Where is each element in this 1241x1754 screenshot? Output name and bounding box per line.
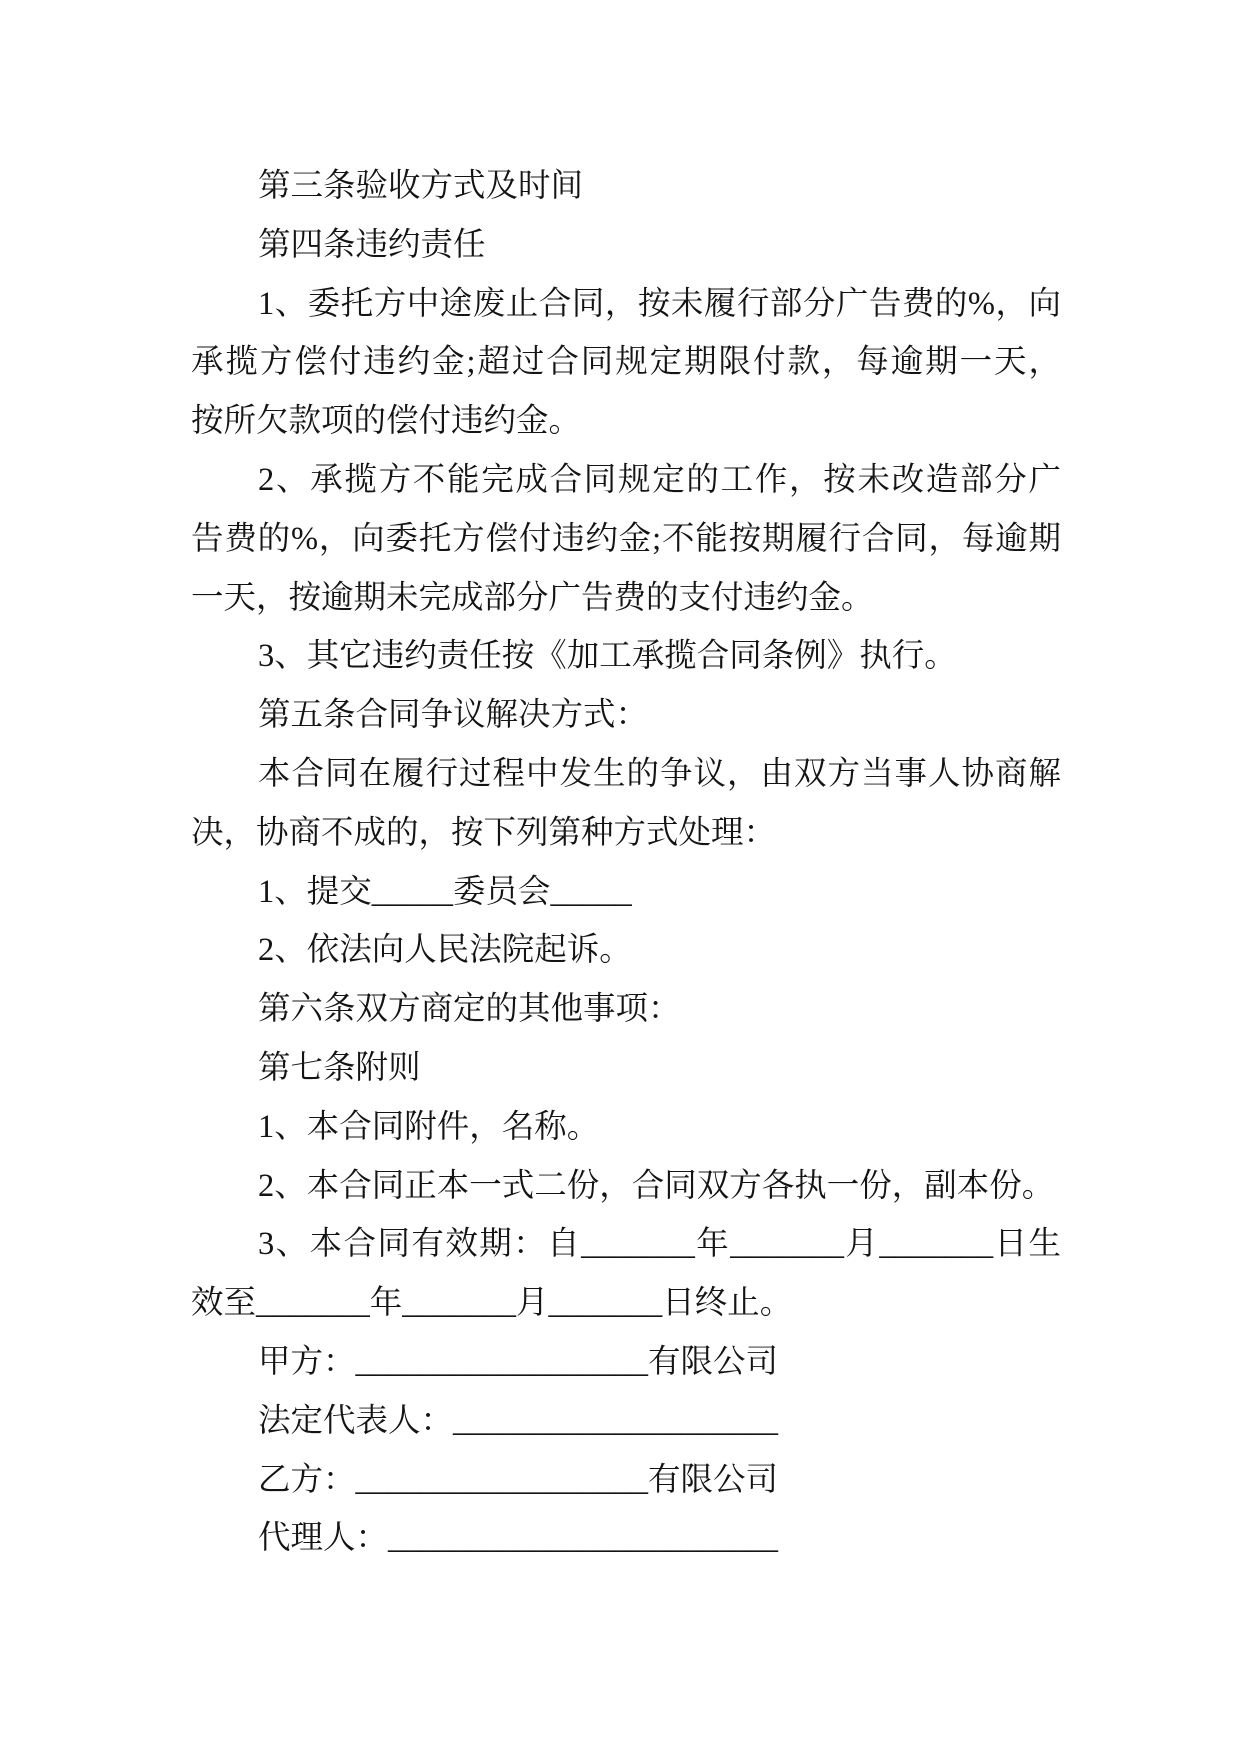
- text-line: 第六条双方商定的其他事项：: [258, 991, 681, 1028]
- text-line: 3、其它违约责任按《加工承揽合同条例》执行。: [258, 638, 957, 675]
- article-4-clause-3: [191, 627, 1061, 686]
- agent-line: [191, 1509, 1061, 1568]
- article-5-heading: [191, 686, 1061, 745]
- text-line: 2、依法向人民法院起诉。: [258, 932, 632, 969]
- text-line: 决，协商不成的，按下列第种方式处理：: [191, 814, 777, 851]
- text-line: 法定代表人：____________________: [258, 1402, 779, 1439]
- article-7-heading: [191, 1039, 1061, 1098]
- article-4-heading: [191, 216, 1061, 275]
- text-line: 第四条违约责任: [258, 226, 486, 263]
- article-6-heading: [191, 980, 1061, 1039]
- text-line: 1、本合同附件，名称。: [258, 1108, 600, 1145]
- text-line: 3、本合同有效期：自_______年_______月_______日生: [258, 1226, 1061, 1263]
- article-7-clause-3: [191, 1215, 1061, 1333]
- text-line: 乙方：__________________有限公司: [258, 1461, 779, 1498]
- text-line: 效至_______年_______月_______日终止。: [191, 1285, 793, 1322]
- party-a-signature-line: [191, 1333, 1061, 1392]
- text-line: 代理人：________________________: [258, 1520, 779, 1557]
- article-5-option-2: [191, 921, 1061, 980]
- text-line: 1、提交_____委员会_____: [258, 873, 632, 910]
- text-line: 告费的%，向委托方偿付违约金;不能按期履行合同，每逾期: [191, 520, 1061, 557]
- text-line: 1、委托方中途废止合同，按未履行部分广告费的%，向: [258, 285, 1061, 322]
- text-line: 第五条合同争议解决方式：: [258, 697, 649, 734]
- article-7-clause-1: [191, 1098, 1061, 1157]
- article-5-body: [191, 745, 1061, 863]
- party-b-signature-line: [191, 1451, 1061, 1510]
- text-line: 本合同在履行过程中发生的争议，由双方当事人协商解: [258, 755, 1061, 792]
- text-line: 第三条验收方式及时间: [258, 168, 584, 204]
- text-line: 承揽方偿付违约金;超过合同规定期限付款，每逾期一天，: [191, 344, 1061, 381]
- contract-body: [191, 157, 1061, 1568]
- article-7-clause-2: [191, 1157, 1061, 1216]
- article-3-heading: [191, 157, 1061, 216]
- article-4-clause-2: [191, 451, 1061, 627]
- text-line: 一天，按逾期未完成部分广告费的支付违约金。: [191, 579, 874, 616]
- legal-representative-line: [191, 1392, 1061, 1451]
- article-5-option-1: [191, 863, 1061, 922]
- text-line: 第七条附则: [258, 1049, 421, 1086]
- text-line: 按所欠款项的偿付违约金。: [191, 403, 582, 440]
- text-line: 2、本合同正本一式二份，合同双方各执一份，副本份。: [258, 1167, 1055, 1204]
- text-line: 2、承揽方不能完成合同规定的工作，按未改造部分广: [258, 461, 1061, 498]
- article-4-clause-1: [191, 275, 1061, 451]
- text-line: 甲方：__________________有限公司: [258, 1343, 779, 1380]
